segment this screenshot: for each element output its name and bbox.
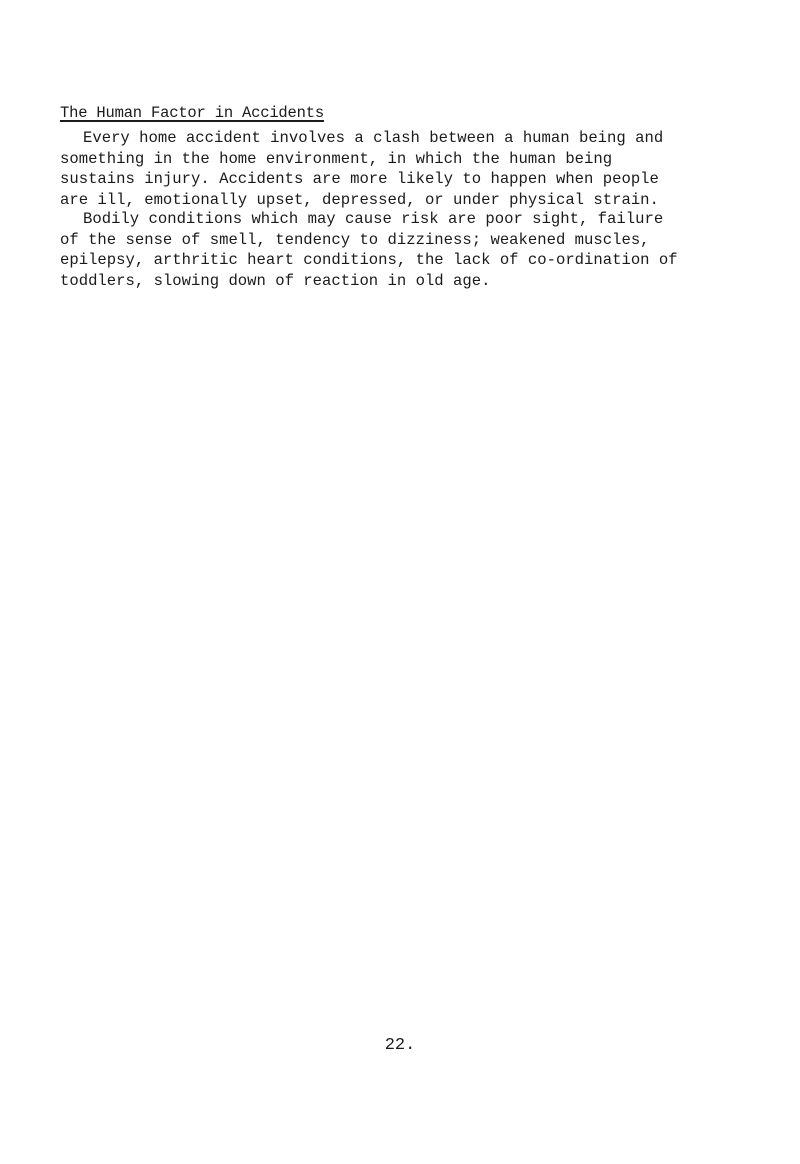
paragraph-bodily-conditions — [60, 209, 678, 291]
paragraph-line: sustains injury. Accidents are more likely to happen when people — [60, 170, 659, 188]
paragraph-line: Bodily conditions which may cause risk are poor sight, failure — [83, 210, 664, 228]
page-number: 22. — [384, 1036, 416, 1055]
paragraph-line: toddlers, slowing down of reaction in old age. — [60, 271, 491, 290]
paragraph-line: epilepsy, arthritic heart conditions, the lack of co-ordination of — [60, 251, 678, 269]
section-heading: The Human Factor in Accidents — [60, 104, 324, 122]
paragraph-line: of the sense of smell, tendency to dizziness; weakened muscles, — [60, 230, 650, 249]
paragraph-line: Every home accident involves a clash between a human being and — [83, 129, 664, 147]
paragraph-human-clash — [60, 128, 664, 210]
paragraph-line: something in the home environment, in which the human being — [60, 149, 613, 168]
paragraph-line: are ill, emotionally upset, depressed, or under physical strain. — [60, 190, 659, 209]
